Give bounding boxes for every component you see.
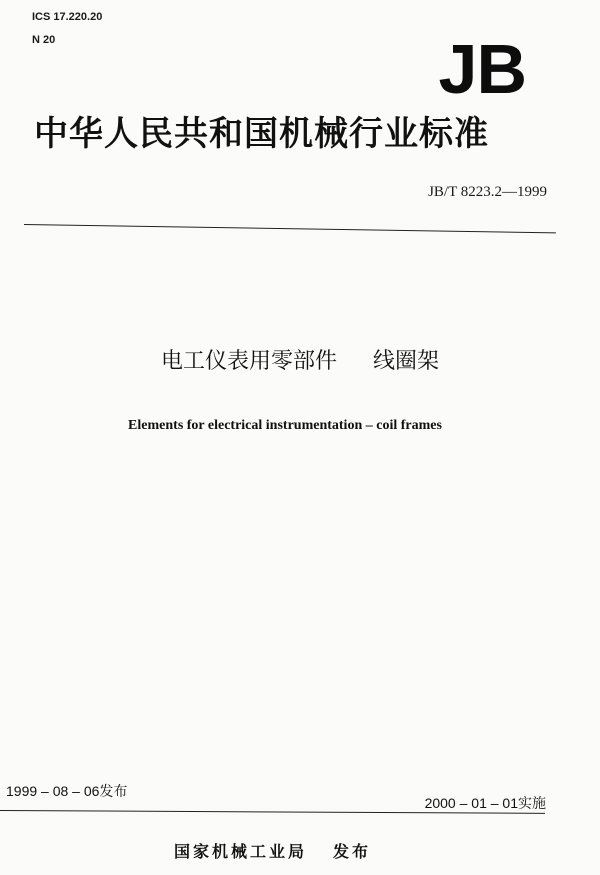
- ccs-code: N 20: [32, 34, 56, 46]
- document-title-en: Elements for electrical instrumentation – coil frames: [128, 418, 442, 433]
- standard-title: 中华人民共和国机械行业标准: [34, 114, 489, 154]
- document-title-zh: [0, 348, 600, 376]
- document-title-zh-part1: 电工仪表用零部件: [160, 349, 337, 374]
- issue-label: 发布: [99, 783, 128, 799]
- top-divider: [24, 224, 556, 233]
- implement-date-line: [425, 793, 546, 813]
- publish-label: 发布: [333, 842, 372, 861]
- publisher-name: 国家机械工业局: [173, 842, 307, 861]
- jb-logo: JB: [438, 30, 526, 108]
- issue-date: 1999 – 08 – 06: [6, 783, 100, 799]
- implement-label: 实施: [518, 795, 546, 811]
- publisher-line: [0, 839, 545, 862]
- ics-code: ICS 17.220.20: [32, 11, 103, 23]
- implement-date: 2000 – 01 – 01: [424, 795, 518, 811]
- document-title-zh-part2: 线圈架: [373, 349, 440, 374]
- issue-date-line: [6, 781, 127, 801]
- standard-number: JB/T 8223.2—1999: [428, 184, 547, 200]
